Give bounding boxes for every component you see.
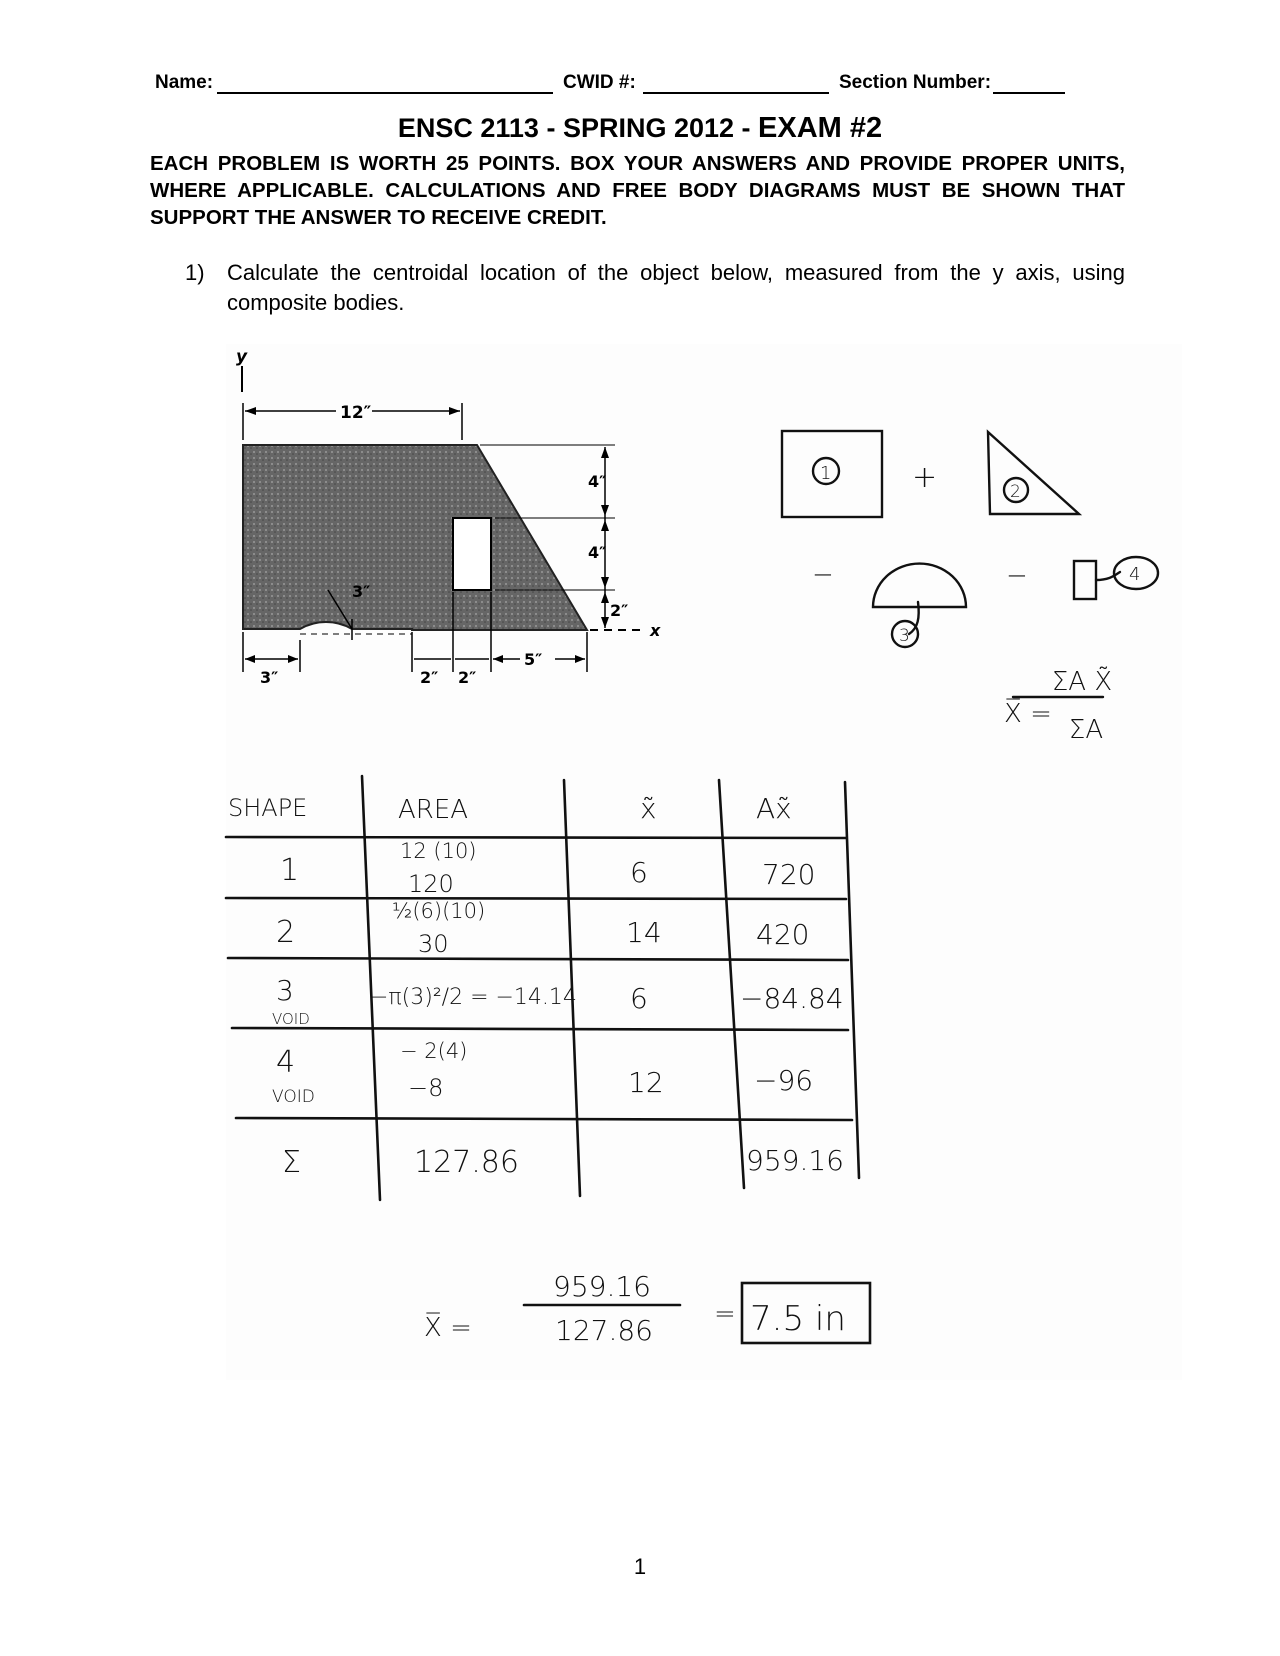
- question-number: 1): [185, 260, 205, 285]
- answer-equals: =: [714, 1299, 736, 1329]
- dim-right-middle: 4″: [588, 543, 607, 562]
- sketch-plus: +: [912, 460, 938, 495]
- header-x: x̃: [640, 792, 657, 825]
- dim-radius: 3″: [352, 582, 371, 601]
- row2-x: 14: [626, 916, 662, 949]
- sketch-label-2: 2: [1010, 482, 1021, 502]
- row2-ax: 420: [756, 918, 810, 951]
- dim-left-offset: 3″: [260, 668, 279, 687]
- row1-x: 6: [630, 856, 648, 889]
- header-ax: Ax̃: [756, 792, 792, 825]
- question-text: Calculate the centroidal location of the object below, measured from the y axis, using composite bodies.: [227, 260, 1125, 315]
- header-shape: SHAPE: [228, 794, 308, 822]
- sketch-label-4: 4: [1129, 564, 1141, 585]
- row2-shape: 2: [276, 915, 296, 950]
- x-axis-label: x: [650, 621, 661, 640]
- row4-area-line1: − 2(4): [400, 1039, 468, 1063]
- exam-number: EXAM #2: [758, 112, 883, 144]
- dim-right-upper: 4″: [588, 472, 607, 491]
- row1-area-line1: 12 (10): [400, 839, 477, 863]
- answer-result: 7.5 in: [750, 1299, 846, 1339]
- header-area: AREA: [398, 795, 469, 825]
- sum-label: Σ: [282, 1145, 301, 1180]
- dim-slope-base: 5″: [524, 650, 543, 669]
- row1-area-line2: 120: [408, 870, 454, 898]
- sketch-label-1: 1: [820, 463, 832, 484]
- row3-x: 6: [630, 982, 648, 1015]
- row3-area: −π(3)²/2 = −14.14: [370, 985, 577, 1010]
- answer-denominator: 127.86: [555, 1314, 653, 1347]
- sum-ax: 959.16: [746, 1144, 844, 1177]
- dim-hole-left: 2″: [420, 668, 439, 687]
- row4-void: VOID: [272, 1087, 315, 1107]
- row4-area-line2: −8: [408, 1074, 444, 1102]
- cwid-label: CWID #:: [563, 72, 636, 93]
- dim-right-lower: 2″: [610, 601, 629, 620]
- row2-area-line2: 30: [418, 930, 449, 958]
- row3-void: VOID: [272, 1010, 310, 1028]
- sketch-minus-1: −: [812, 560, 834, 590]
- row4-x: 12: [628, 1066, 664, 1099]
- row4-ax: −96: [754, 1064, 814, 1097]
- row4-shape: 4: [276, 1045, 296, 1080]
- row3-ax: −84.84: [740, 982, 844, 1015]
- dim-hole-width: 2″: [458, 668, 477, 687]
- answer-lhs: X̅ =: [424, 1313, 472, 1343]
- row2-area-line1: ½(6)(10): [392, 899, 486, 923]
- row1-ax: 720: [762, 858, 816, 891]
- sum-area: 127.86: [414, 1145, 519, 1180]
- formula-lhs: X̅ =: [1004, 699, 1052, 729]
- formula-numerator: ΣA X̃: [1051, 667, 1113, 697]
- y-axis-label: y: [236, 347, 248, 367]
- section-label: Section Number:: [839, 72, 992, 93]
- name-label: Name:: [155, 72, 214, 93]
- answer-numerator: 959.16: [553, 1270, 651, 1303]
- course-title: ENSC 2113 - SPRING 2012 -: [397, 113, 759, 143]
- sketch-minus-2: −: [1006, 561, 1028, 591]
- instructions: EACH PROBLEM IS WORTH 25 POINTS. BOX YOUR ANSWERS AND PROVIDE PROPER UNITS, WHERE APPLICABLE. CALCULATIONS AND FREE BODY DIAGRAMS MUST BE SHOWN THAT SUPPORT THE ANSWER TO RECEIVE CREDIT.: [150, 152, 1125, 229]
- sketch-label-3: 3: [899, 626, 910, 646]
- dim-top-width: 12″: [340, 403, 372, 423]
- row1-shape: 1: [280, 853, 300, 888]
- row3-shape: 3: [276, 974, 294, 1007]
- formula-denominator: ΣA: [1068, 715, 1104, 745]
- page-number: 1: [633, 1554, 647, 1579]
